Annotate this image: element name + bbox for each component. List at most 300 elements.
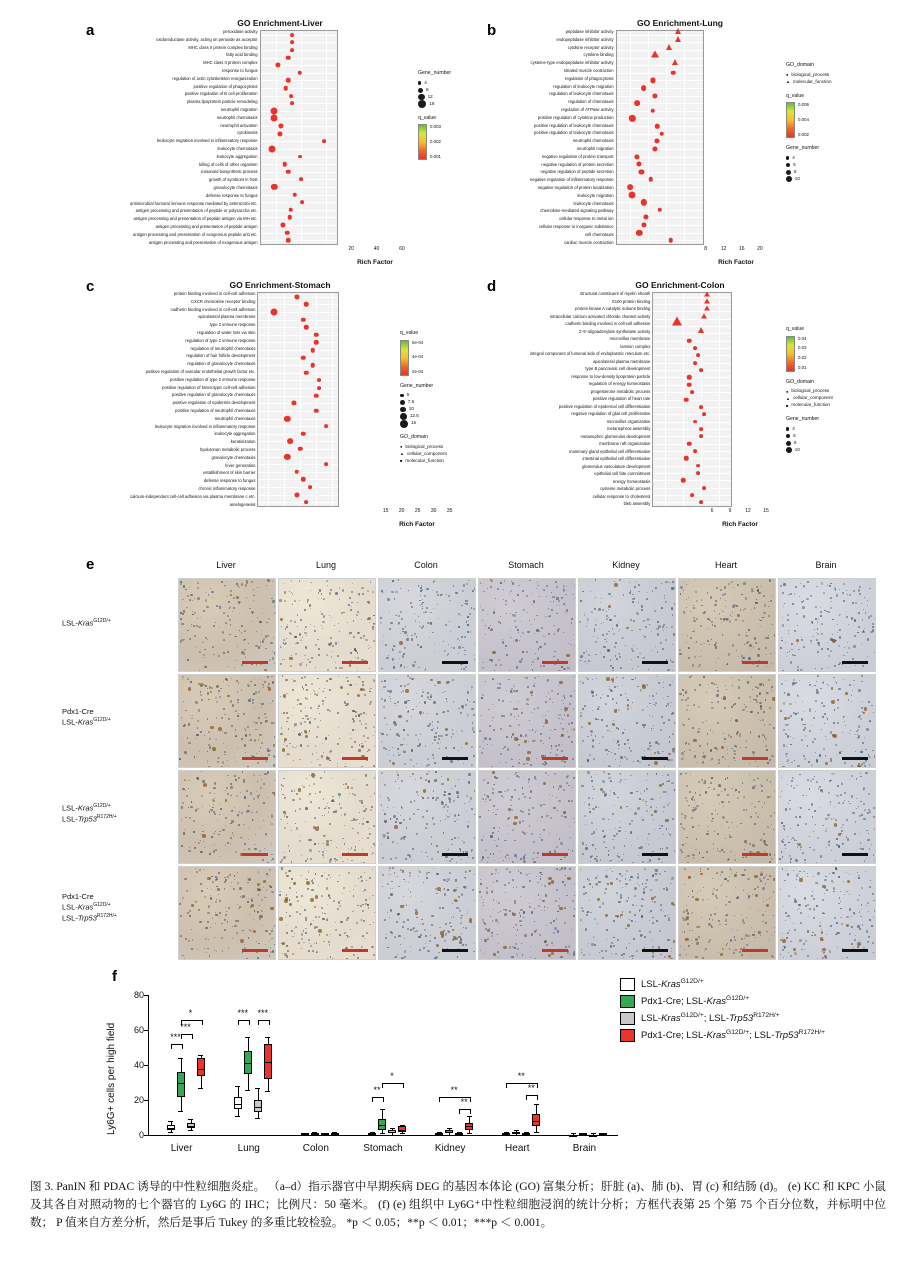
go-term-label: cellular response to cholesterol bbox=[592, 493, 651, 499]
whisker-cap-upper bbox=[188, 1119, 193, 1120]
go-term-label: neutrophil chemotaxis bbox=[214, 415, 256, 421]
median-line bbox=[378, 1125, 386, 1126]
x-tick-label: 6 bbox=[710, 508, 714, 514]
whisker-cap-lower bbox=[312, 1135, 317, 1136]
legend-swatch bbox=[620, 995, 635, 1008]
go-term-label: type 2 immune response bbox=[209, 322, 256, 328]
legend-group-row bbox=[620, 995, 825, 1008]
go-term-label: antimicrobial humoral immune response mediated by antimicrobi etc. bbox=[130, 200, 258, 206]
go-term-label: establishment of skin barrier bbox=[203, 470, 256, 476]
median-line bbox=[465, 1126, 473, 1127]
legend-size-label: 6 bbox=[793, 161, 796, 167]
legend-domain-label: molecular_function bbox=[405, 457, 444, 463]
median-line bbox=[197, 1069, 205, 1070]
significance-bar bbox=[238, 1020, 250, 1025]
go-term-label: defense response to fungus bbox=[205, 192, 258, 198]
row-label-line: Pdx1-Cre bbox=[62, 707, 94, 716]
legend-size-label: 8 bbox=[793, 168, 797, 174]
go-term-label: growth of symbiont in host bbox=[208, 177, 258, 183]
go-term-label: neutrophil chemotaxis bbox=[216, 114, 258, 120]
go-term-label: cytokinesis bbox=[237, 130, 258, 136]
go-term-label: leukocyte chemotaxis bbox=[217, 145, 258, 151]
whisker-upper bbox=[181, 1058, 182, 1072]
whisker-cap-upper bbox=[265, 1037, 270, 1038]
legend-domain-glyph: ■ bbox=[400, 458, 403, 464]
micrograph-column-header: Heart bbox=[714, 560, 737, 570]
go-term-label: metanephric glomerulus development bbox=[580, 433, 651, 439]
whisker-cap-lower bbox=[437, 1135, 442, 1136]
x-tick-label: 8 bbox=[704, 246, 707, 252]
go-term-label: epithelial cell fate commitment bbox=[594, 471, 651, 477]
whisker-lower bbox=[201, 1076, 202, 1088]
whisker-cap-lower bbox=[447, 1135, 452, 1136]
colorbar-tick: 4e-04 bbox=[412, 354, 424, 360]
whisker-upper bbox=[258, 1088, 259, 1100]
x-tick-label: 60 bbox=[399, 246, 405, 252]
colorbar-tick: 0.002 bbox=[430, 138, 441, 144]
go-term-label: leukocyte chemotaxis bbox=[573, 200, 614, 206]
legend-size-label: 4 bbox=[424, 79, 427, 85]
median-line bbox=[331, 1133, 339, 1134]
y-tick bbox=[144, 995, 148, 996]
go-term-label: antigen processing and presentation of exogenous antigen bbox=[148, 239, 258, 245]
median-line bbox=[599, 1135, 607, 1136]
significance-bar bbox=[181, 1020, 203, 1025]
median-line bbox=[512, 1133, 520, 1134]
legend-colon-domain-title: GO_domain bbox=[786, 378, 814, 385]
go-term-label: membrane raft organization bbox=[599, 441, 651, 447]
go-term-label: response to fungus bbox=[221, 67, 258, 73]
median-line bbox=[264, 1062, 272, 1063]
x-tick-label: Brain bbox=[572, 1143, 597, 1154]
go-term-label: cadherin binding involved in cell-cell adhesion bbox=[170, 306, 256, 312]
median-line bbox=[311, 1133, 319, 1134]
go-term-label: negative regulation of protein secretion bbox=[541, 161, 614, 167]
go-term-label: progesterone metabolic process bbox=[590, 388, 651, 394]
significance-bar bbox=[372, 1097, 384, 1102]
colorbar-tick: 6e-04 bbox=[412, 339, 424, 345]
legend-size-label: 8 bbox=[793, 439, 797, 445]
go-term-label: keratinization bbox=[230, 439, 256, 445]
whisker-cap-upper bbox=[255, 1088, 260, 1089]
go-term-label: regulation of type 2 immune response bbox=[185, 337, 256, 343]
go-term-label: amelogenesis bbox=[229, 501, 256, 507]
box bbox=[197, 1058, 205, 1076]
go-term-label: regulation of phagocytosis bbox=[564, 75, 614, 81]
go-term-label: intracellular calcium activated chloride channel activity bbox=[550, 313, 651, 319]
legend-domain-glyph: ▲ bbox=[786, 79, 790, 85]
go-term-label: antigen processing and presentation of peptide antigen via MH etc. bbox=[133, 216, 258, 222]
whisker-lower bbox=[238, 1109, 239, 1116]
x-tick-label: 12 bbox=[720, 246, 727, 252]
median-line bbox=[301, 1135, 309, 1136]
micrograph-column-header: Liver bbox=[216, 560, 236, 570]
go-term-label: calcium-independent cell-cell adhesion via plasma membrane c etc. bbox=[130, 493, 256, 499]
dotplot-stomach-xlabel: Rich Factor bbox=[399, 521, 435, 528]
x-tick-label: 20 bbox=[348, 246, 354, 252]
colorbar-tick: 0.03 bbox=[798, 345, 807, 351]
legend-swatch bbox=[620, 978, 635, 991]
legend-domain-label: biological_process bbox=[791, 388, 830, 394]
median-line bbox=[445, 1132, 453, 1133]
colorbar-tick: 2e-04 bbox=[412, 369, 424, 375]
go-term-label: fever generation bbox=[225, 462, 256, 468]
go-term-label: apicolateral plasma membrane bbox=[593, 358, 651, 364]
go-term-label: negative regulation of protein transport bbox=[541, 153, 614, 159]
legend-size-label: 10 bbox=[408, 406, 414, 412]
whisker-cap-upper bbox=[447, 1128, 452, 1129]
legend-domain-label: biological_process bbox=[791, 71, 830, 77]
significance-label: ** bbox=[517, 1070, 525, 1081]
go-term-label: plasma lipoprotein particle remodeling bbox=[187, 99, 258, 105]
boxplot-legend bbox=[620, 978, 825, 1046]
legend-domain-label: molecular_function bbox=[792, 78, 832, 84]
go-term-label: protein kinase A catalytic subunit binding bbox=[575, 306, 651, 312]
go-term-label: regulation of water loss via skin bbox=[197, 329, 256, 335]
x-tick-label: 15 bbox=[763, 508, 769, 514]
colorbar-tick: 0.02 bbox=[798, 355, 807, 361]
legend-liver-size-title: Gene_number bbox=[418, 70, 452, 76]
x-tick-label: 35 bbox=[446, 508, 453, 514]
go-term-label: regulation of actin cytoskeleton reorganization bbox=[172, 75, 258, 81]
legend-size-label: 5 bbox=[406, 392, 410, 398]
whisker-cap-upper bbox=[178, 1058, 183, 1059]
go-term-label: cellular response to metal ion bbox=[559, 216, 614, 222]
x-tick-label: 9 bbox=[728, 508, 732, 514]
go-term-label: regulation of neutrophil chemotaxis bbox=[190, 345, 256, 351]
go-term-label: negative regulation of inflammatory response bbox=[530, 177, 614, 183]
legend-size-label: 4 bbox=[792, 154, 795, 160]
go-term-label: granulocyte chemotaxis bbox=[213, 184, 258, 190]
significance-label: ** bbox=[527, 1082, 535, 1093]
whisker-cap-upper bbox=[400, 1125, 405, 1126]
go-term-label: positive regulation of vascular endothelial growth factor etc. bbox=[145, 368, 256, 374]
box bbox=[177, 1072, 185, 1097]
whisker-cap-lower bbox=[370, 1135, 375, 1136]
dotplot-stomach-title: GO Enrichment-Stomach bbox=[229, 280, 331, 290]
go-term-label: microvillus organization bbox=[606, 418, 651, 424]
whisker-upper bbox=[536, 1104, 537, 1115]
y-tick-label: 60 bbox=[133, 1025, 144, 1035]
whisker-cap-upper bbox=[380, 1109, 385, 1110]
y-axis-label: Ly6G+ cells per high field bbox=[106, 1022, 117, 1135]
go-term-label: positive regulation of B cell proliferation bbox=[184, 91, 258, 97]
y-tick-label: 0 bbox=[138, 1130, 144, 1140]
go-term-label: oxidoreductase activity, acting on peroxide as acceptor bbox=[156, 36, 258, 42]
legend-size-label: 8 bbox=[425, 86, 429, 92]
significance-bar bbox=[382, 1083, 404, 1088]
panel-letter-c: c bbox=[86, 278, 95, 295]
colorbar-tick: 0.004 bbox=[798, 116, 809, 122]
significance-label: *** bbox=[257, 1007, 268, 1018]
x-tick-label: 12 bbox=[745, 508, 751, 514]
dotplot-liver-xlabel: Rich Factor bbox=[357, 259, 393, 266]
legend-lung-color-title: q_value bbox=[786, 92, 805, 99]
colorbar-tick: 0.003 bbox=[430, 124, 441, 130]
legend-domain-glyph: ▲ bbox=[786, 395, 790, 401]
go-term-label: regulation of ATPase activity bbox=[561, 106, 614, 112]
go-term-label: endopeptidase inhibitor activity bbox=[556, 36, 614, 42]
go-term-label: response to low-density lipoprotein particle bbox=[571, 373, 651, 379]
go-term-label: positive regulation of phagocytosis bbox=[193, 83, 258, 89]
go-term-label: positive regulation of epidermal cell differentiation bbox=[558, 403, 651, 409]
dotplot-colon-title: GO Enrichment-Colon bbox=[635, 280, 725, 290]
go-term-label: neutrophil migration bbox=[220, 106, 258, 112]
median-line bbox=[368, 1133, 376, 1134]
x-tick-label: 16 bbox=[739, 246, 745, 252]
significance-label: * bbox=[188, 1007, 193, 1018]
x-tick-label: 15 bbox=[382, 508, 389, 514]
dotplot-lung-title: GO Enrichment-Lung bbox=[637, 18, 723, 28]
go-term-label: S100 protein binding bbox=[611, 298, 651, 304]
go-term-label: leukocyte migration involved in inflammatory response bbox=[154, 423, 256, 429]
go-term-label: leukocyte aggregation bbox=[216, 153, 258, 159]
whisker-cap-upper bbox=[390, 1128, 395, 1129]
go-term-label: fatty acid binding bbox=[226, 52, 258, 58]
whisker-cap-lower bbox=[400, 1133, 405, 1134]
median-line bbox=[435, 1133, 443, 1134]
legend-group-row bbox=[620, 1029, 825, 1042]
median-line bbox=[187, 1126, 195, 1127]
go-term-label: regulation of chemotaxis bbox=[568, 99, 614, 105]
whisker-lower bbox=[248, 1074, 249, 1090]
legend-stomach-color-title: q_value bbox=[400, 330, 419, 336]
x-tick-label: 20 bbox=[398, 508, 405, 514]
x-tick-label: Stomach bbox=[363, 1143, 403, 1154]
y-axis bbox=[148, 995, 149, 1135]
significance-bar bbox=[171, 1044, 183, 1049]
y-tick bbox=[144, 1135, 148, 1136]
median-line bbox=[234, 1104, 242, 1105]
row-label-line: LSL-$Trp53^{R172H/+}$ bbox=[62, 912, 117, 923]
whisker-upper bbox=[268, 1037, 269, 1044]
whisker-cap-lower bbox=[235, 1116, 240, 1117]
go-term-label: protein binding involved in cell-cell adhesion bbox=[173, 291, 256, 296]
row-label-line: LSL-Kras$^{G12D/+}$ bbox=[62, 717, 111, 727]
legend-group-label: Pdx1-Cre; LSL-Kras$^{G12D/+}$; LSL-$Trp53^{R172H/+}$ bbox=[641, 1029, 825, 1042]
dotplot-liver-title: GO Enrichment-Liver bbox=[237, 18, 323, 28]
whisker-cap-upper bbox=[514, 1130, 519, 1131]
y-tick-label: 20 bbox=[133, 1095, 144, 1105]
x-tick-label: 30 bbox=[430, 508, 437, 514]
go-term-label: leukocyte migration bbox=[577, 192, 614, 198]
go-term-label: granulocyte chemotaxis bbox=[211, 454, 256, 460]
significance-bar bbox=[258, 1020, 270, 1025]
go-term-label: antigen processing and presentation of peptide or polysaccha etc. bbox=[135, 208, 258, 214]
go-term-label: type B pancreatic cell development bbox=[585, 366, 651, 372]
go-term-label: MHC class II protein complex bbox=[203, 60, 258, 66]
go-term-label: negative regulation of peptide secretion bbox=[540, 169, 614, 175]
whisker-cap-upper bbox=[198, 1055, 203, 1056]
whisker-upper bbox=[238, 1086, 239, 1097]
legend-lung-size-title: Gene_number bbox=[786, 145, 820, 152]
go-term-label: chemokine-mediated signaling pathway bbox=[540, 208, 614, 214]
legend-swatch bbox=[620, 1029, 635, 1042]
whisker-cap-lower bbox=[168, 1132, 173, 1133]
row-label-line: LSL-Kras$^{G12D/+}$ bbox=[62, 902, 111, 912]
go-term-label: cadherin binding involved in cell-cell adhesion bbox=[565, 321, 651, 327]
go-term-label: regulation of hair follicle development bbox=[186, 353, 256, 359]
go-term-label: positive regulation of cytokine production bbox=[537, 114, 614, 120]
go-term-label: cytokine binding bbox=[583, 52, 614, 58]
row-label-line: LSL-Kras$^{G12D/+}$ bbox=[62, 618, 111, 628]
legend-domain-label: cellular_component bbox=[406, 450, 447, 456]
significance-label: * bbox=[390, 1070, 394, 1081]
legend-size-label: 7.5 bbox=[407, 399, 415, 405]
go-term-label: cardiac muscle contraction bbox=[564, 239, 614, 245]
x-tick-label: Colon bbox=[302, 1143, 329, 1154]
whisker-cap-upper bbox=[534, 1104, 539, 1105]
median-line bbox=[589, 1135, 597, 1136]
go-term-label: bleb assembly bbox=[623, 501, 651, 507]
median-line bbox=[532, 1121, 540, 1122]
go-term-label: peroxidase activity bbox=[223, 29, 258, 34]
colorbar-tick: 0.006 bbox=[798, 102, 809, 108]
colorbar-tick: 0.001 bbox=[430, 153, 441, 159]
x-tick-label: 20 bbox=[757, 246, 763, 252]
go-term-label: killing of cells of other organism bbox=[199, 161, 258, 167]
whisker-cap-upper bbox=[235, 1086, 240, 1087]
legend-group-row bbox=[620, 1012, 825, 1025]
go-term-label: positive regulation of heterotypic cell-cell adhesion bbox=[162, 384, 256, 390]
micrograph-column-header: Brain bbox=[815, 560, 837, 570]
significance-label: ** bbox=[450, 1084, 458, 1095]
legend-domain-label: biological_process bbox=[405, 443, 444, 449]
whisker-cap-upper bbox=[245, 1037, 250, 1038]
go-term-label: chronic inflammatory response bbox=[198, 485, 256, 491]
legend-group-label: LSL-Kras$^{G12D/+}$; LSL-$Trp53^{R172H/+}$ bbox=[641, 1012, 780, 1025]
whisker-cap-lower bbox=[467, 1133, 472, 1134]
y-tick bbox=[144, 1065, 148, 1066]
median-line bbox=[569, 1135, 577, 1136]
go-term-label: neutrophil migration bbox=[576, 145, 614, 151]
median-line bbox=[522, 1133, 530, 1134]
go-term-label: peptidase inhibitor activity bbox=[565, 29, 614, 34]
go-term-label: cellular response to inorganic substance bbox=[538, 223, 614, 229]
go-term-label: leukocyte aggregation bbox=[214, 431, 256, 437]
legend-colon-size-title: Gene_number bbox=[786, 416, 820, 423]
x-tick-label: 40 bbox=[373, 246, 380, 252]
go-term-label: cysteine metabolic process bbox=[600, 486, 651, 492]
go-term-label: metanephros assembly bbox=[607, 426, 651, 432]
panel-letter-e: e bbox=[86, 556, 95, 573]
legend-size-label: 10 bbox=[794, 446, 800, 452]
go-term-label: positive regulation of leukocyte chemotaxis bbox=[533, 122, 614, 128]
legend-domain-glyph: ● bbox=[400, 444, 403, 450]
panel-letter-a: a bbox=[86, 22, 95, 39]
legend-stomach-domain-title: GO_domain bbox=[400, 434, 428, 441]
legend-domain-label: cellular_component bbox=[792, 395, 833, 401]
whisker-cap-lower bbox=[504, 1135, 509, 1136]
go-term-label: apicolateral plasma membrane bbox=[198, 314, 256, 320]
legend-domain-glyph: ● bbox=[786, 388, 789, 394]
go-term-label: positive regulation of neutrophil chemotaxis bbox=[175, 407, 256, 413]
go-term-label: defense response to fungus bbox=[203, 478, 256, 484]
significance-label: ** bbox=[373, 1084, 381, 1095]
median-line bbox=[388, 1132, 396, 1133]
whisker-upper bbox=[382, 1109, 383, 1120]
legend-stomach-size-title: Gene_number bbox=[400, 382, 434, 389]
legend-lung-domain-title: GO_domain bbox=[786, 62, 814, 68]
legend-size-label: 12 bbox=[427, 93, 433, 99]
legend-size-label: 12.5 bbox=[409, 413, 419, 419]
x-tick-label: 25 bbox=[414, 508, 421, 514]
median-line bbox=[398, 1130, 406, 1131]
legend-group-row bbox=[620, 978, 825, 991]
go-term-label: CXCR chemokine receptor binding bbox=[190, 298, 256, 304]
y-tick-label: 40 bbox=[133, 1060, 144, 1070]
go-term-label: positive regulation of leukocyte chemotaxis bbox=[533, 130, 614, 136]
legend-domain-glyph: ■ bbox=[786, 402, 789, 408]
go-term-label: cell chemotaxis bbox=[584, 231, 614, 237]
go-term-label: microvillus membrane bbox=[609, 336, 651, 342]
significance-label: *** bbox=[170, 1032, 181, 1042]
whisker-lower bbox=[268, 1079, 269, 1091]
x-tick-label: Liver bbox=[170, 1143, 193, 1154]
whisker-cap-lower bbox=[390, 1135, 395, 1136]
micrograph-column-header: Stomach bbox=[508, 560, 544, 570]
whisker-cap-lower bbox=[265, 1091, 270, 1092]
legend-group-label: LSL-Kras$^{G12D/+}$ bbox=[641, 978, 704, 991]
whisker-cap-lower bbox=[332, 1135, 337, 1136]
colorbar-tick: 0.04 bbox=[798, 335, 807, 341]
significance-bar bbox=[526, 1095, 538, 1100]
go-term-label: 2'-5'-oligoadenylate synthetase activity bbox=[578, 328, 651, 334]
go-term-label: icosanoid biosynthetic process bbox=[200, 169, 258, 175]
x-tick-label: Kidney bbox=[434, 1143, 466, 1154]
colorbar-tick: 0.01 bbox=[798, 365, 807, 371]
legend-size-label: 15 bbox=[410, 420, 417, 426]
significance-bar bbox=[459, 1109, 471, 1114]
whisker-cap-lower bbox=[245, 1090, 250, 1091]
legend-swatch bbox=[620, 1012, 635, 1025]
go-term-label: positive regulation of granulocyte chemotaxis bbox=[171, 392, 256, 398]
go-term-label: mammary gland epithelial cell differentiation bbox=[568, 448, 651, 454]
median-line bbox=[254, 1107, 262, 1108]
legend-colon-color-title: q_value bbox=[786, 326, 805, 332]
whisker-lower bbox=[181, 1097, 182, 1111]
panel-letter-b: b bbox=[487, 22, 497, 39]
median-line bbox=[321, 1135, 329, 1136]
go-term-label: cysteine-type endopeptidase inhibitor activity bbox=[530, 60, 614, 66]
go-term-label: intestinal epithelial cell differentiation bbox=[582, 456, 651, 462]
go-term-label: leukocyte migration involved in inflammatory response bbox=[156, 138, 258, 144]
median-line bbox=[244, 1063, 252, 1064]
row-label-line: LSL-Kras$^{G12D/+}$ bbox=[62, 803, 111, 813]
median-line bbox=[455, 1133, 463, 1134]
go-term-label: striated muscle contraction bbox=[563, 67, 614, 73]
whisker-cap-lower bbox=[457, 1135, 462, 1136]
whisker-cap-upper bbox=[467, 1116, 472, 1117]
x-axis bbox=[148, 1135, 618, 1136]
whisker-cap-lower bbox=[534, 1132, 539, 1133]
row-label-line: Pdx1-Cre bbox=[62, 892, 94, 901]
whisker-cap-lower bbox=[380, 1133, 385, 1134]
legend-group-label: Pdx1-Cre; LSL-Kras$^{G12D/+}$ bbox=[641, 995, 750, 1008]
x-tick-label: Lung bbox=[237, 1143, 260, 1154]
colorbar-tick: 0.002 bbox=[798, 131, 809, 137]
panel-letter-d: d bbox=[487, 278, 497, 295]
go-term-label: integral component of lumenal side of endoplasmic reticulum etc. bbox=[530, 351, 651, 357]
x-tick-label: Heart bbox=[505, 1143, 530, 1154]
go-term-label: regulation of leukocyte chemotaxis bbox=[549, 91, 614, 97]
go-term-label: hyaluronan metabolic process bbox=[199, 446, 256, 452]
whisker-cap-lower bbox=[178, 1111, 183, 1112]
whisker-upper bbox=[248, 1037, 249, 1051]
go-term-label: energy homeostasis bbox=[612, 478, 651, 484]
legend-size-label: 10 bbox=[794, 175, 800, 181]
go-term-label: positive regulation of type 2 immune response bbox=[170, 376, 256, 382]
